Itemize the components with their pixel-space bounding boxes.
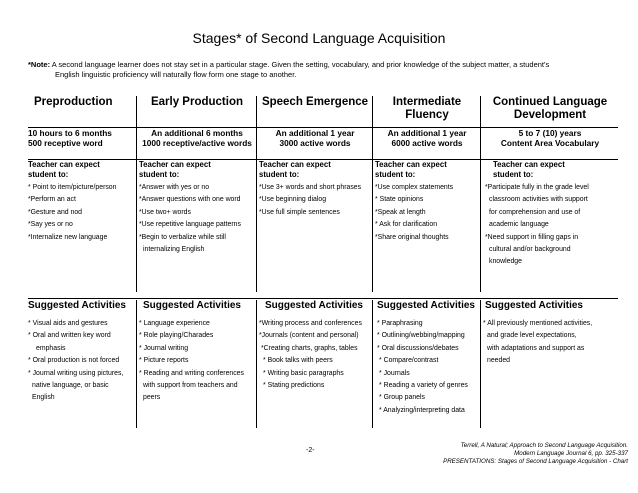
list-item: * Visual aids and gestures <box>28 320 108 327</box>
list-item: * Oral production is not forced <box>28 357 120 365</box>
stage-name: Early Production <box>150 96 244 108</box>
list-item: *Begin to verbalize while still <box>139 233 226 241</box>
activities-heading: Suggested Activities <box>265 300 363 311</box>
duration-line-1: An additional 1 year <box>275 128 355 138</box>
list-item: *Use 3+ words and short phrases <box>259 184 362 191</box>
page-number: -2- <box>306 447 315 454</box>
activities-table <box>28 300 618 430</box>
list-item: peers <box>143 394 161 402</box>
list-item: * Outlining/webbing/mapping <box>377 332 465 340</box>
stage-duration <box>257 128 373 158</box>
expect-line-1: Teacher can expect <box>493 160 565 169</box>
list-item: *Use beginning dialog <box>259 196 327 204</box>
list-item: *Use repetitive language patterns <box>139 221 241 229</box>
note-paragraph <box>28 60 618 80</box>
expect-line-2: student to: <box>493 169 534 179</box>
list-item: *Journals (content and personal) <box>259 332 359 340</box>
stage-duration <box>137 128 257 158</box>
list-item: *Need support in filling gaps in <box>485 233 579 241</box>
stage-name-line-2: Development <box>513 109 587 121</box>
expectation-list <box>373 182 481 244</box>
activities-column <box>256 300 373 428</box>
list-item: * Stating predictions <box>263 382 325 390</box>
expect-line-1: Teacher can expect <box>375 160 447 169</box>
list-item: *Share original thoughts <box>375 233 449 241</box>
list-item: * Oral and written key word <box>28 332 111 340</box>
expect-heading <box>373 160 481 182</box>
list-item: *Use complex statements <box>375 184 454 191</box>
list-item: cultural and/or background <box>489 246 571 254</box>
list-item: * Oral discussions/debates <box>377 344 459 352</box>
stage-column-preproduction <box>28 96 136 292</box>
activities-list <box>28 318 136 405</box>
activities-column <box>136 300 257 428</box>
list-item: * Reading a variety of genres <box>379 382 468 390</box>
list-item: *Creating charts, graphs, tables <box>261 344 358 352</box>
stage-column-continued-language-development <box>480 96 619 292</box>
source-credit <box>368 442 628 466</box>
list-item: * Ask for clarification <box>375 221 438 229</box>
duration-line-2: Content Area Vocabulary <box>500 138 600 148</box>
list-item: *Use two+ words <box>139 208 191 216</box>
list-item: * Language experience <box>139 320 210 327</box>
list-item: *Perform an act <box>28 196 76 204</box>
list-item: * Role playing/Charades <box>139 332 214 340</box>
stage-column-speech-emergence <box>256 96 373 292</box>
expect-line-1: Teacher can expect <box>139 160 211 169</box>
expect-heading <box>137 160 257 182</box>
note-label: *Note: <box>28 60 51 69</box>
list-item: * Point to item/picture/person <box>28 184 117 191</box>
activities-column <box>480 300 619 428</box>
duration-line-1: An additional 1 year <box>387 128 467 138</box>
list-item: *Internalize new language <box>28 233 108 241</box>
list-item: *Answer with yes or no <box>139 184 210 191</box>
expect-line-2: student to: <box>28 169 69 179</box>
activities-heading: Suggested Activities <box>377 300 475 311</box>
expect-heading <box>257 160 373 182</box>
list-item: academic language <box>489 221 549 229</box>
list-item: knowledge <box>489 258 522 266</box>
list-item: * Journal writing <box>139 344 189 352</box>
stage-name: Speech Emergence <box>261 96 369 108</box>
duration-line-2: 1000 receptive/active words <box>142 138 252 148</box>
list-item: *Answer questions with one word <box>139 196 241 204</box>
list-item: *Gesture and nod <box>28 208 83 216</box>
activities-heading: Suggested Activities <box>28 300 126 311</box>
expectation-list <box>137 182 257 256</box>
note-line-2: English linguistic proficiency will naturally flow form one stage to another. <box>55 70 297 79</box>
stage-duration <box>373 128 481 158</box>
list-item: * Reading and writing conferences <box>139 369 244 377</box>
list-item: * Paraphrasing <box>377 320 423 327</box>
list-item: *Use full simple sentences <box>259 208 340 216</box>
divider-line <box>28 127 618 128</box>
expect-line-2: student to: <box>259 169 300 179</box>
activities-column <box>372 300 481 428</box>
stage-name-line-2: Fluency <box>405 109 449 121</box>
list-item: with adaptations and support as <box>487 344 585 352</box>
expect-heading <box>481 160 619 182</box>
activities-heading: Suggested Activities <box>143 300 241 311</box>
stage-column-early-production <box>136 96 257 292</box>
credit-line-3: PRESENTATIONS: Stages of Second Language Acquisition - Chart <box>443 458 628 465</box>
credit-line-2: Modern Language Journal 6, pp. 325-337 <box>514 450 628 457</box>
expect-line-2: student to: <box>139 169 180 179</box>
list-item: English <box>32 394 55 402</box>
list-item: *Speak at length <box>375 208 426 216</box>
expect-heading <box>28 160 136 182</box>
divider-line <box>28 298 618 299</box>
activities-heading: Suggested Activities <box>485 300 583 311</box>
list-item: *Writing process and conferences <box>259 320 362 327</box>
stage-duration <box>481 128 619 158</box>
list-item: native language, or basic <box>32 382 109 390</box>
expectation-list <box>481 182 619 269</box>
activities-list <box>481 318 619 368</box>
duration-line-1: 5 to 7 (10) years <box>518 128 582 138</box>
list-item: classroom activities with support <box>489 196 588 204</box>
list-item: * Compare/contrast <box>379 357 439 365</box>
list-item: * Book talks with peers <box>263 357 333 365</box>
list-item: *Say yes or no <box>28 221 73 229</box>
list-item: * Analyzing/interpreting data <box>379 406 465 414</box>
list-item: * Group panels <box>379 394 425 402</box>
activities-list <box>257 318 373 392</box>
stage-name-line-1: Continued Language <box>492 96 608 108</box>
list-item: * Journal writing using pictures, <box>28 369 124 377</box>
activities-column <box>28 300 136 428</box>
duration-line-2: 3000 active words <box>279 138 351 148</box>
stage-name-line-1: Intermediate <box>392 96 462 108</box>
activities-list <box>137 318 257 405</box>
list-item: for comprehension and use of <box>489 208 581 216</box>
expect-line-2: student to: <box>375 169 416 179</box>
list-item: * Writing basic paragraphs <box>263 369 344 377</box>
credit-line-1: Terrell, A Natural; Approach to Second Language Acquisition. <box>460 442 628 449</box>
duration-line-1: 10 hours to 6 months <box>28 128 112 138</box>
list-item: *Participate fully in the grade level <box>485 184 589 191</box>
expectation-list <box>28 182 136 244</box>
divider-line <box>28 159 618 160</box>
duration-line-2: 500 receptive word <box>28 138 103 148</box>
stage-name: Preproduction <box>34 96 113 108</box>
stage-name <box>373 96 481 124</box>
duration-line-1: An additional 6 months <box>151 128 243 138</box>
expect-line-1: Teacher can expect <box>28 160 100 169</box>
activities-list <box>373 318 481 417</box>
list-item: * All previously mentioned activities, <box>483 320 593 327</box>
note-line-1: A second language learner does not stay set in a particular stage. Given the setting, vocabulary, and prior knowledge of the subject matter, a student's <box>50 60 550 69</box>
stage-column-intermediate-fluency <box>372 96 481 292</box>
expect-line-1: Teacher can expect <box>259 160 331 169</box>
page-title: Stages* of Second Language Acquisition <box>192 30 446 46</box>
list-item: * Journals <box>379 369 410 377</box>
duration-line-2: 6000 active words <box>391 138 463 148</box>
list-item: needed <box>487 357 510 365</box>
stage-duration <box>28 128 136 158</box>
stage-name <box>481 96 619 124</box>
list-item: emphasis <box>36 344 66 352</box>
stages-table <box>28 96 618 296</box>
list-item: and grade level expectations, <box>487 332 577 340</box>
expectation-list <box>257 182 373 219</box>
list-item: * State opinions <box>375 196 424 204</box>
list-item: * Picture reports <box>139 357 189 365</box>
list-item: internalizing English <box>143 246 205 254</box>
list-item: with support from teachers and <box>143 382 238 390</box>
